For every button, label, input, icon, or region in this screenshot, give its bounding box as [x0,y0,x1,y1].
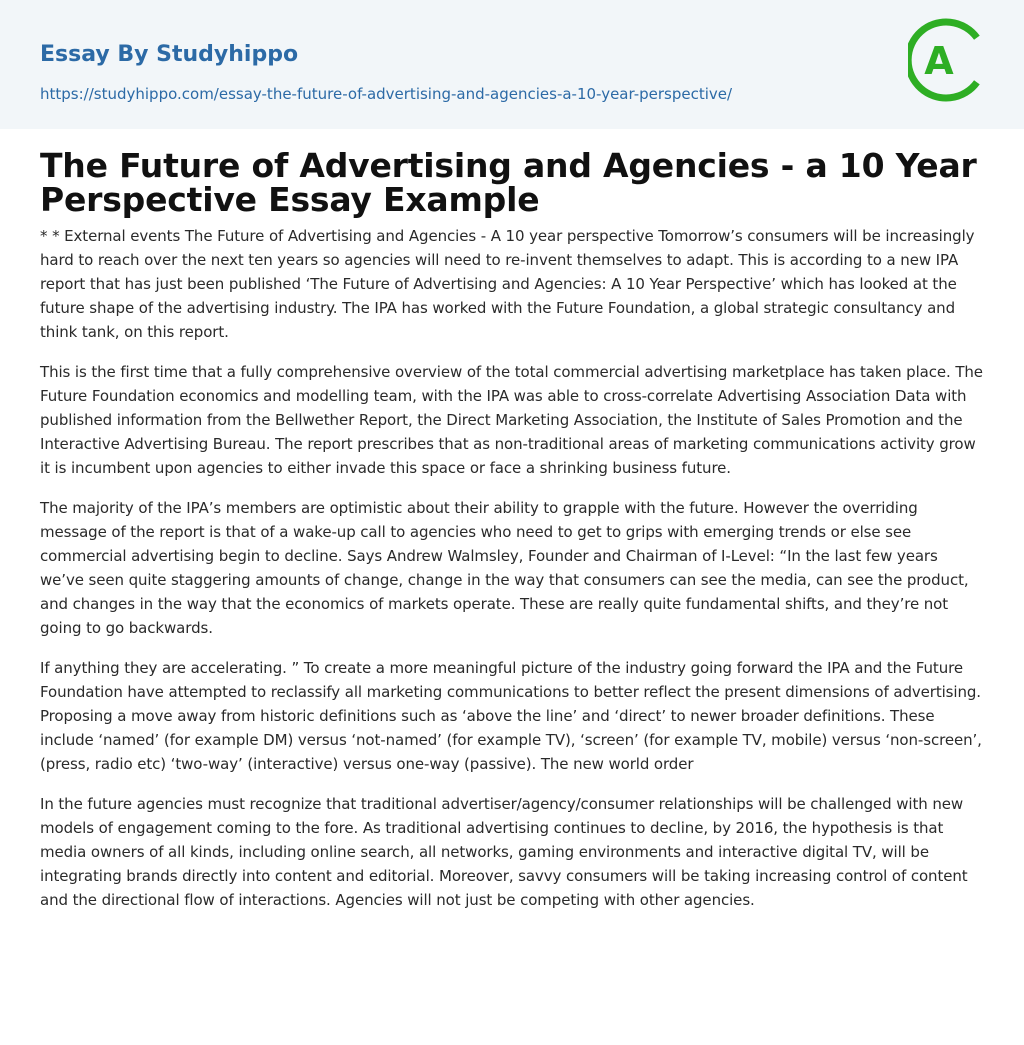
essay-body [40,224,984,912]
page-title: The Future of Advertising and Agencies - a 10 Year Perspective Essay Example [40,146,977,219]
essay-paragraph: The majority of the IPA’s members are optimistic about their ability to grapple with the future. However the overriding message of the report is that of a wake-up call to agencies who need to get to grips with emerging trends or else see commercial advertising begin to decline. Says Andrew Walmsley, Founder and Chairman of I-Level: “In the last few years we’ve seen quite staggering amounts of change, change in the way that consumers can see the media, can see the product, and changes in the way that the economics of markets operate. These are really quite fundamental shifts, and they’re not going to go backwards. [40,499,969,637]
essay-paragraph: If anything they are accelerating. ” To create a more meaningful picture of the industry going forward the IPA and the Future Foundation have attempted to reclassify all marketing communications to better reflect the present dimensions of advertising. Proposing a move away from historic definitions such as ‘above the line’ and ‘direct’ to newer broader definitions. These include ‘named’ (for example DM) versus ‘not-named’ (for example TV), ‘screen’ (for example TV, mobile) versus ‘non-screen’, (press, radio etc) ‘two-way’ (interactive) versus one-way (passive). The new world order [40,659,982,773]
site-name[interactable]: Essay By Studyhippo [40,42,299,67]
essay-url-link[interactable]: https://studyhippo.com/essay-the-future-of-advertising-and-agencies-a-10-year-perspective/ [40,85,733,103]
essay-paragraph: This is the first time that a fully comprehensive overview of the total commercial advertising marketplace has taken place. The Future Foundation economics and modelling team, with the IPA was able to cross-correlate Advertising Association Data with published information from the Bellwether Report, the Direct Marketing Association, the Institute of Sales Promotion and the Interactive Advertising Bureau. The report prescribes that as non-traditional areas of marketing communications activity grow it is incumbent upon agencies to either invade this space or face a shrinking business future. [40,363,983,477]
site-header [0,0,1024,129]
article [0,129,1024,912]
studyhippo-logo-icon[interactable] [908,18,988,106]
logo-letter: A [924,39,954,83]
essay-paragraph: * * External events The Future of Advertising and Agencies - A 10 year perspective Tomorrow’s consumers will be increasingly hard to reach over the next ten years so agencies will need to re-invent themselves to adapt. This is according to a new IPA report that has just been published ‘The Future of Advertising and Agencies: A 10 Year Perspective’ which has looked at the future shape of the advertising industry. The IPA has worked with the Future Foundation, a global strategic consultancy and think tank, on this report. [40,227,975,341]
essay-paragraph: In the future agencies must recognize that traditional advertiser/agency/consumer relationships will be challenged with new models of engagement coming to the fore. As traditional advertising continues to decline, by 2016, the hypothesis is that media owners of all kinds, including online search, all networks, gaming environments and interactive digital TV, will be integrating brands directly into content and editorial. Moreover, savvy consumers will be taking increasing control of content and the directional flow of interactions. Agencies will not just be competing with other agencies. [40,795,968,909]
